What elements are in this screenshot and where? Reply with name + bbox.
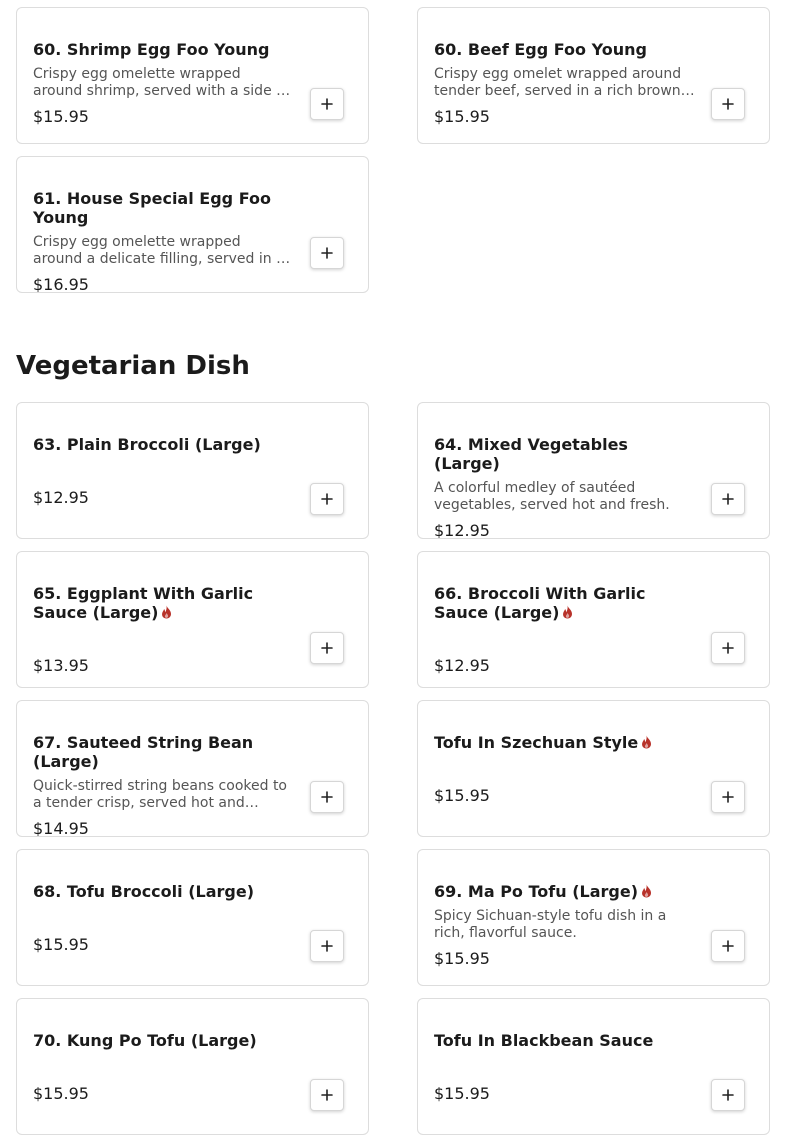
plus-icon bbox=[321, 642, 333, 654]
add-to-cart-button[interactable] bbox=[310, 483, 344, 515]
menu-item-info bbox=[434, 40, 695, 126]
menu-item-info bbox=[33, 1031, 294, 1103]
menu-item-info bbox=[434, 882, 695, 968]
plus-icon bbox=[722, 940, 734, 952]
menu-item-price: $15.95 bbox=[434, 107, 490, 126]
plus-icon bbox=[722, 98, 734, 110]
menu-item-card[interactable] bbox=[417, 849, 770, 986]
menu-item-price: $15.95 bbox=[434, 786, 490, 805]
plus-icon bbox=[321, 791, 333, 803]
add-to-cart-button[interactable] bbox=[711, 483, 745, 515]
menu-item-price: $14.95 bbox=[33, 819, 89, 837]
menu-item-info bbox=[33, 733, 294, 837]
add-to-cart-button[interactable] bbox=[711, 781, 745, 813]
menu-item-info bbox=[434, 435, 695, 539]
add-to-cart-button[interactable] bbox=[711, 88, 745, 120]
add-to-cart-button[interactable] bbox=[711, 1079, 745, 1111]
menu-item-description: Spicy Sichuan-style tofu dish in a rich, flavorful sauce. bbox=[434, 908, 667, 941]
menu-item-title bbox=[33, 882, 294, 901]
add-to-cart-button[interactable] bbox=[310, 930, 344, 962]
menu-item-title bbox=[33, 733, 294, 771]
menu-item-title bbox=[33, 189, 294, 227]
menu-item-info bbox=[434, 584, 695, 675]
menu-item-price: $12.95 bbox=[434, 521, 490, 539]
spicy-flame-icon bbox=[160, 604, 173, 618]
menu-item-price: $12.95 bbox=[434, 656, 490, 675]
menu-item-description: Quick-stirred string beans cooked to a tender crisp, served hot and bbox=[33, 778, 287, 811]
menu-item-price: $13.95 bbox=[33, 656, 89, 675]
menu-item-card[interactable] bbox=[16, 402, 369, 539]
menu-item-price: $15.95 bbox=[33, 1084, 89, 1103]
menu-item-title bbox=[33, 40, 294, 59]
menu-item-card[interactable] bbox=[16, 849, 369, 986]
plus-icon bbox=[722, 493, 734, 505]
plus-icon bbox=[321, 493, 333, 505]
spicy-flame-icon bbox=[561, 604, 574, 618]
menu-item-title bbox=[33, 584, 294, 622]
menu-item-title-text: Tofu In Szechuan Style bbox=[434, 733, 639, 752]
add-to-cart-button[interactable] bbox=[711, 930, 745, 962]
menu-item-title-text: 60. Shrimp Egg Foo Young bbox=[33, 40, 270, 59]
menu-item-info bbox=[33, 882, 294, 954]
menu-item-title bbox=[434, 40, 695, 59]
menu-item-title-text: 65. Eggplant With Garlic Sauce (Large) bbox=[33, 584, 254, 622]
add-to-cart-button[interactable] bbox=[711, 632, 745, 664]
menu-item-title bbox=[434, 1031, 695, 1050]
menu-item-price: $16.95 bbox=[33, 275, 89, 293]
menu-item-info bbox=[434, 733, 695, 805]
menu-item-title bbox=[434, 882, 695, 901]
menu-item-price: $12.95 bbox=[33, 488, 89, 507]
menu-item-card[interactable] bbox=[417, 551, 770, 688]
spicy-flame-icon bbox=[640, 883, 653, 897]
plus-icon bbox=[321, 98, 333, 110]
spicy-flame-icon bbox=[640, 734, 653, 748]
add-to-cart-button[interactable] bbox=[310, 1079, 344, 1111]
menu-item-price: $15.95 bbox=[434, 1084, 490, 1103]
add-to-cart-button[interactable] bbox=[310, 632, 344, 664]
menu-item-title bbox=[434, 435, 695, 473]
menu-item-info bbox=[33, 435, 294, 507]
menu-item-info bbox=[33, 189, 294, 293]
menu-item-description: Crispy egg omelet wrapped around tender beef, served in a rich brown bbox=[434, 66, 682, 99]
menu-item-price: $15.95 bbox=[33, 935, 89, 954]
menu-item-card[interactable] bbox=[16, 7, 369, 144]
menu-item-title bbox=[33, 1031, 294, 1050]
menu-item-info bbox=[434, 1031, 695, 1103]
menu-item-title bbox=[434, 733, 695, 752]
menu-item-title-text: 69. Ma Po Tofu (Large) bbox=[434, 882, 639, 901]
menu-item-title-text: 64. Mixed Vegetables (Large) bbox=[434, 435, 628, 473]
menu-item-card[interactable] bbox=[16, 998, 369, 1135]
add-to-cart-button[interactable] bbox=[310, 88, 344, 120]
menu-item-card[interactable] bbox=[417, 402, 770, 539]
add-to-cart-button[interactable] bbox=[310, 237, 344, 269]
menu-item-title bbox=[33, 435, 294, 454]
plus-icon bbox=[321, 940, 333, 952]
menu-item-price: $15.95 bbox=[33, 107, 89, 126]
menu-item-card[interactable] bbox=[16, 156, 369, 293]
menu-item-card[interactable] bbox=[417, 700, 770, 837]
menu-item-title-text: 68. Tofu Broccoli (Large) bbox=[33, 882, 255, 901]
menu-item-title-text: 61. House Special Egg Foo Young bbox=[33, 189, 271, 227]
menu-item-card[interactable] bbox=[16, 551, 369, 688]
menu-item-info bbox=[33, 40, 294, 126]
menu-item-description: Crispy egg omelette wrapped around a delicate filling, served in a bbox=[33, 234, 285, 267]
menu-item-description: A colorful medley of sautéed vegetables, served hot and fresh. bbox=[434, 480, 670, 513]
menu-item-title-text: 60. Beef Egg Foo Young bbox=[434, 40, 647, 59]
menu-item-card[interactable] bbox=[417, 998, 770, 1135]
menu-item-title-text: 66. Broccoli With Garlic Sauce (Large) bbox=[434, 584, 646, 622]
plus-icon bbox=[321, 1089, 333, 1101]
plus-icon bbox=[321, 247, 333, 259]
menu-item-title bbox=[434, 584, 695, 622]
menu-item-card[interactable] bbox=[417, 7, 770, 144]
plus-icon bbox=[722, 1089, 734, 1101]
plus-icon bbox=[722, 791, 734, 803]
menu-item-title-text: Tofu In Blackbean Sauce bbox=[434, 1031, 654, 1050]
section-title-vegetarian: Vegetarian Dish bbox=[16, 351, 250, 381]
menu-item-title-text: 67. Sauteed String Bean (Large) bbox=[33, 733, 254, 771]
plus-icon bbox=[722, 642, 734, 654]
menu-item-card[interactable] bbox=[16, 700, 369, 837]
add-to-cart-button[interactable] bbox=[310, 781, 344, 813]
menu-item-price: $15.95 bbox=[434, 949, 490, 968]
menu-item-title-text: 63. Plain Broccoli (Large) bbox=[33, 435, 261, 454]
menu-item-info bbox=[33, 584, 294, 675]
menu-item-description: Crispy egg omelette wrapped around shrimp, served with a side of bbox=[33, 66, 290, 99]
menu-item-title-text: 70. Kung Po Tofu (Large) bbox=[33, 1031, 257, 1050]
